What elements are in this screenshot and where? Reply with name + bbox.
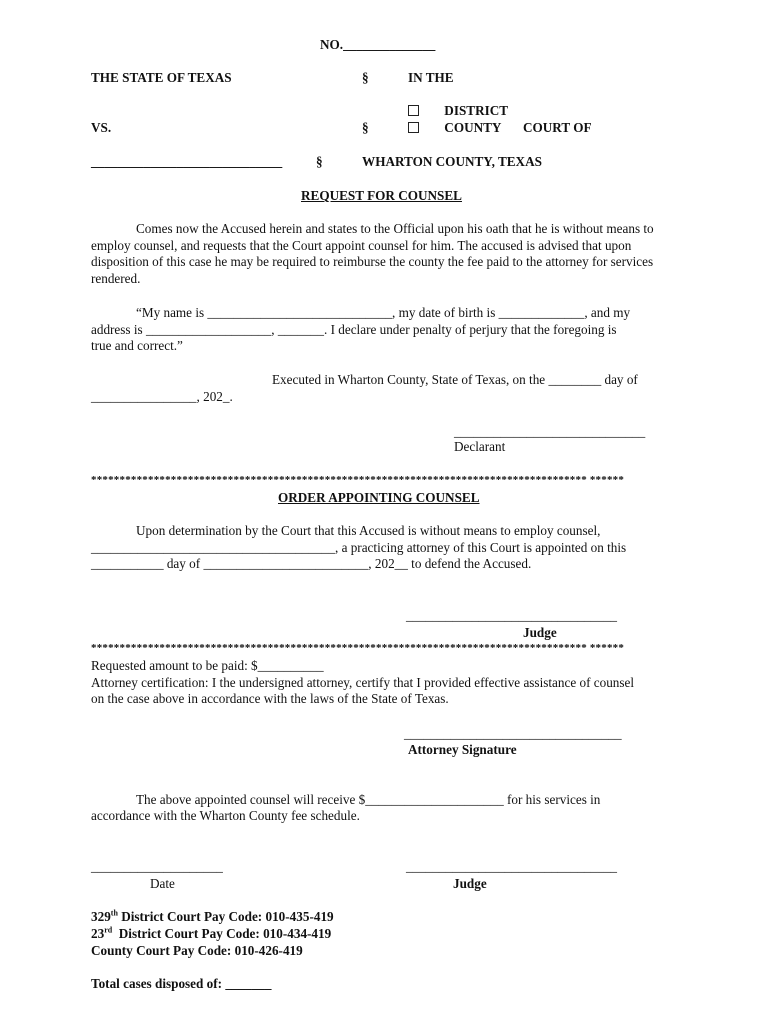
executed-line-1: Executed in Wharton County, State of Texas, on the ________ day of [272,372,638,387]
section-symbol: § [362,70,369,85]
request-paragraph: Comes now the Accused herein and states to the Official upon his oath that he is without means to employ counsel, and requests that the Court appoint counsel for him. The accused is advised that upon disposition of this case he may be required to reimburse the county the fee paid to the attorney for services rendered. [91,221,654,286]
district-label: DISTRICT [444,103,509,118]
county-label: COUNTY [444,120,502,135]
judge-label: Judge [523,625,557,640]
fee-line-2: accordance with the Wharton County fee schedule. [91,808,360,823]
declaration-line-2: address is ___________________, _______. I declare under penalty of perjury that the foregoing is [91,322,617,337]
attorney-signature-line[interactable]: _________________________________ [404,726,622,741]
total-cases-disposed: Total cases disposed of: _______ [91,976,272,991]
order-line-1: Upon determination by the Court that this Accused is without means to employ counsel, [136,523,601,538]
declarant-label: Declarant [454,439,506,454]
attorney-certification-line-2: on the case above in accordance with the laws of the State of Texas. [91,691,449,706]
cause-number: NO.______________ [320,37,436,52]
checkbox-county-row[interactable] [408,120,501,136]
fee-line-1: The above appointed counsel will receive $_____________________ for his services in [136,792,601,807]
declaration-line-1: “My name is ____________________________, my date of birth is _____________, and my [136,305,631,320]
executed-line-2: ________________, 202_. [91,389,233,404]
pay-code-county: County Court Pay Code: 010-426-419 [91,943,303,958]
request-title: REQUEST FOR COUNSEL [301,188,462,203]
checkbox-district-row[interactable] [408,103,508,119]
order-line-2: _____________________________________, a practicing attorney of this Court is appointed on this [91,540,627,555]
attorney-certification-line-1: Attorney certification: I the undersigned attorney, certify that I provided effective assistance of counsel [91,675,635,690]
court-of-label: COURT OF [523,120,592,135]
declarant-signature-line[interactable]: _____________________________ [454,424,646,439]
order-title: ORDER APPOINTING COUNSEL [278,490,480,505]
order-line-3: ___________ day of _________________________, 202__ to defend the Accused. [91,556,532,571]
pay-code-329th: 329th District Court Pay Code: 010-435-419 [91,908,334,924]
wharton-county-label: WHARTON COUNTY, TEXAS [362,154,542,169]
pay-code-23rd: 23rd District Court Pay Code: 010-434-419 [91,925,332,941]
declaration-line-3: true and correct.” [91,338,183,353]
caption-vs: VS. [91,120,112,135]
section-symbol: § [362,120,369,135]
caption-in-the: IN THE [408,70,454,85]
section-symbol: § [316,154,323,169]
caption-state: THE STATE OF TEXAS [91,70,232,85]
separator-stars: *************************************************************************************** ****** [91,474,625,486]
judge-fee-label: Judge [453,876,487,891]
district-checkbox[interactable] [408,105,419,116]
date-signature-line[interactable]: ____________________ [91,859,223,874]
separator-stars: *************************************************************************************** ****** [91,642,625,654]
date-label: Date [150,876,175,891]
judge-fee-signature-line[interactable]: ________________________________ [406,859,617,874]
county-checkbox[interactable] [408,122,419,133]
defendant-name-line[interactable]: _____________________________ [91,154,283,169]
judge-signature-line[interactable]: ________________________________ [406,608,617,623]
requested-amount: Requested amount to be paid: $__________ [91,658,324,673]
attorney-signature-label: Attorney Signature [408,742,517,757]
